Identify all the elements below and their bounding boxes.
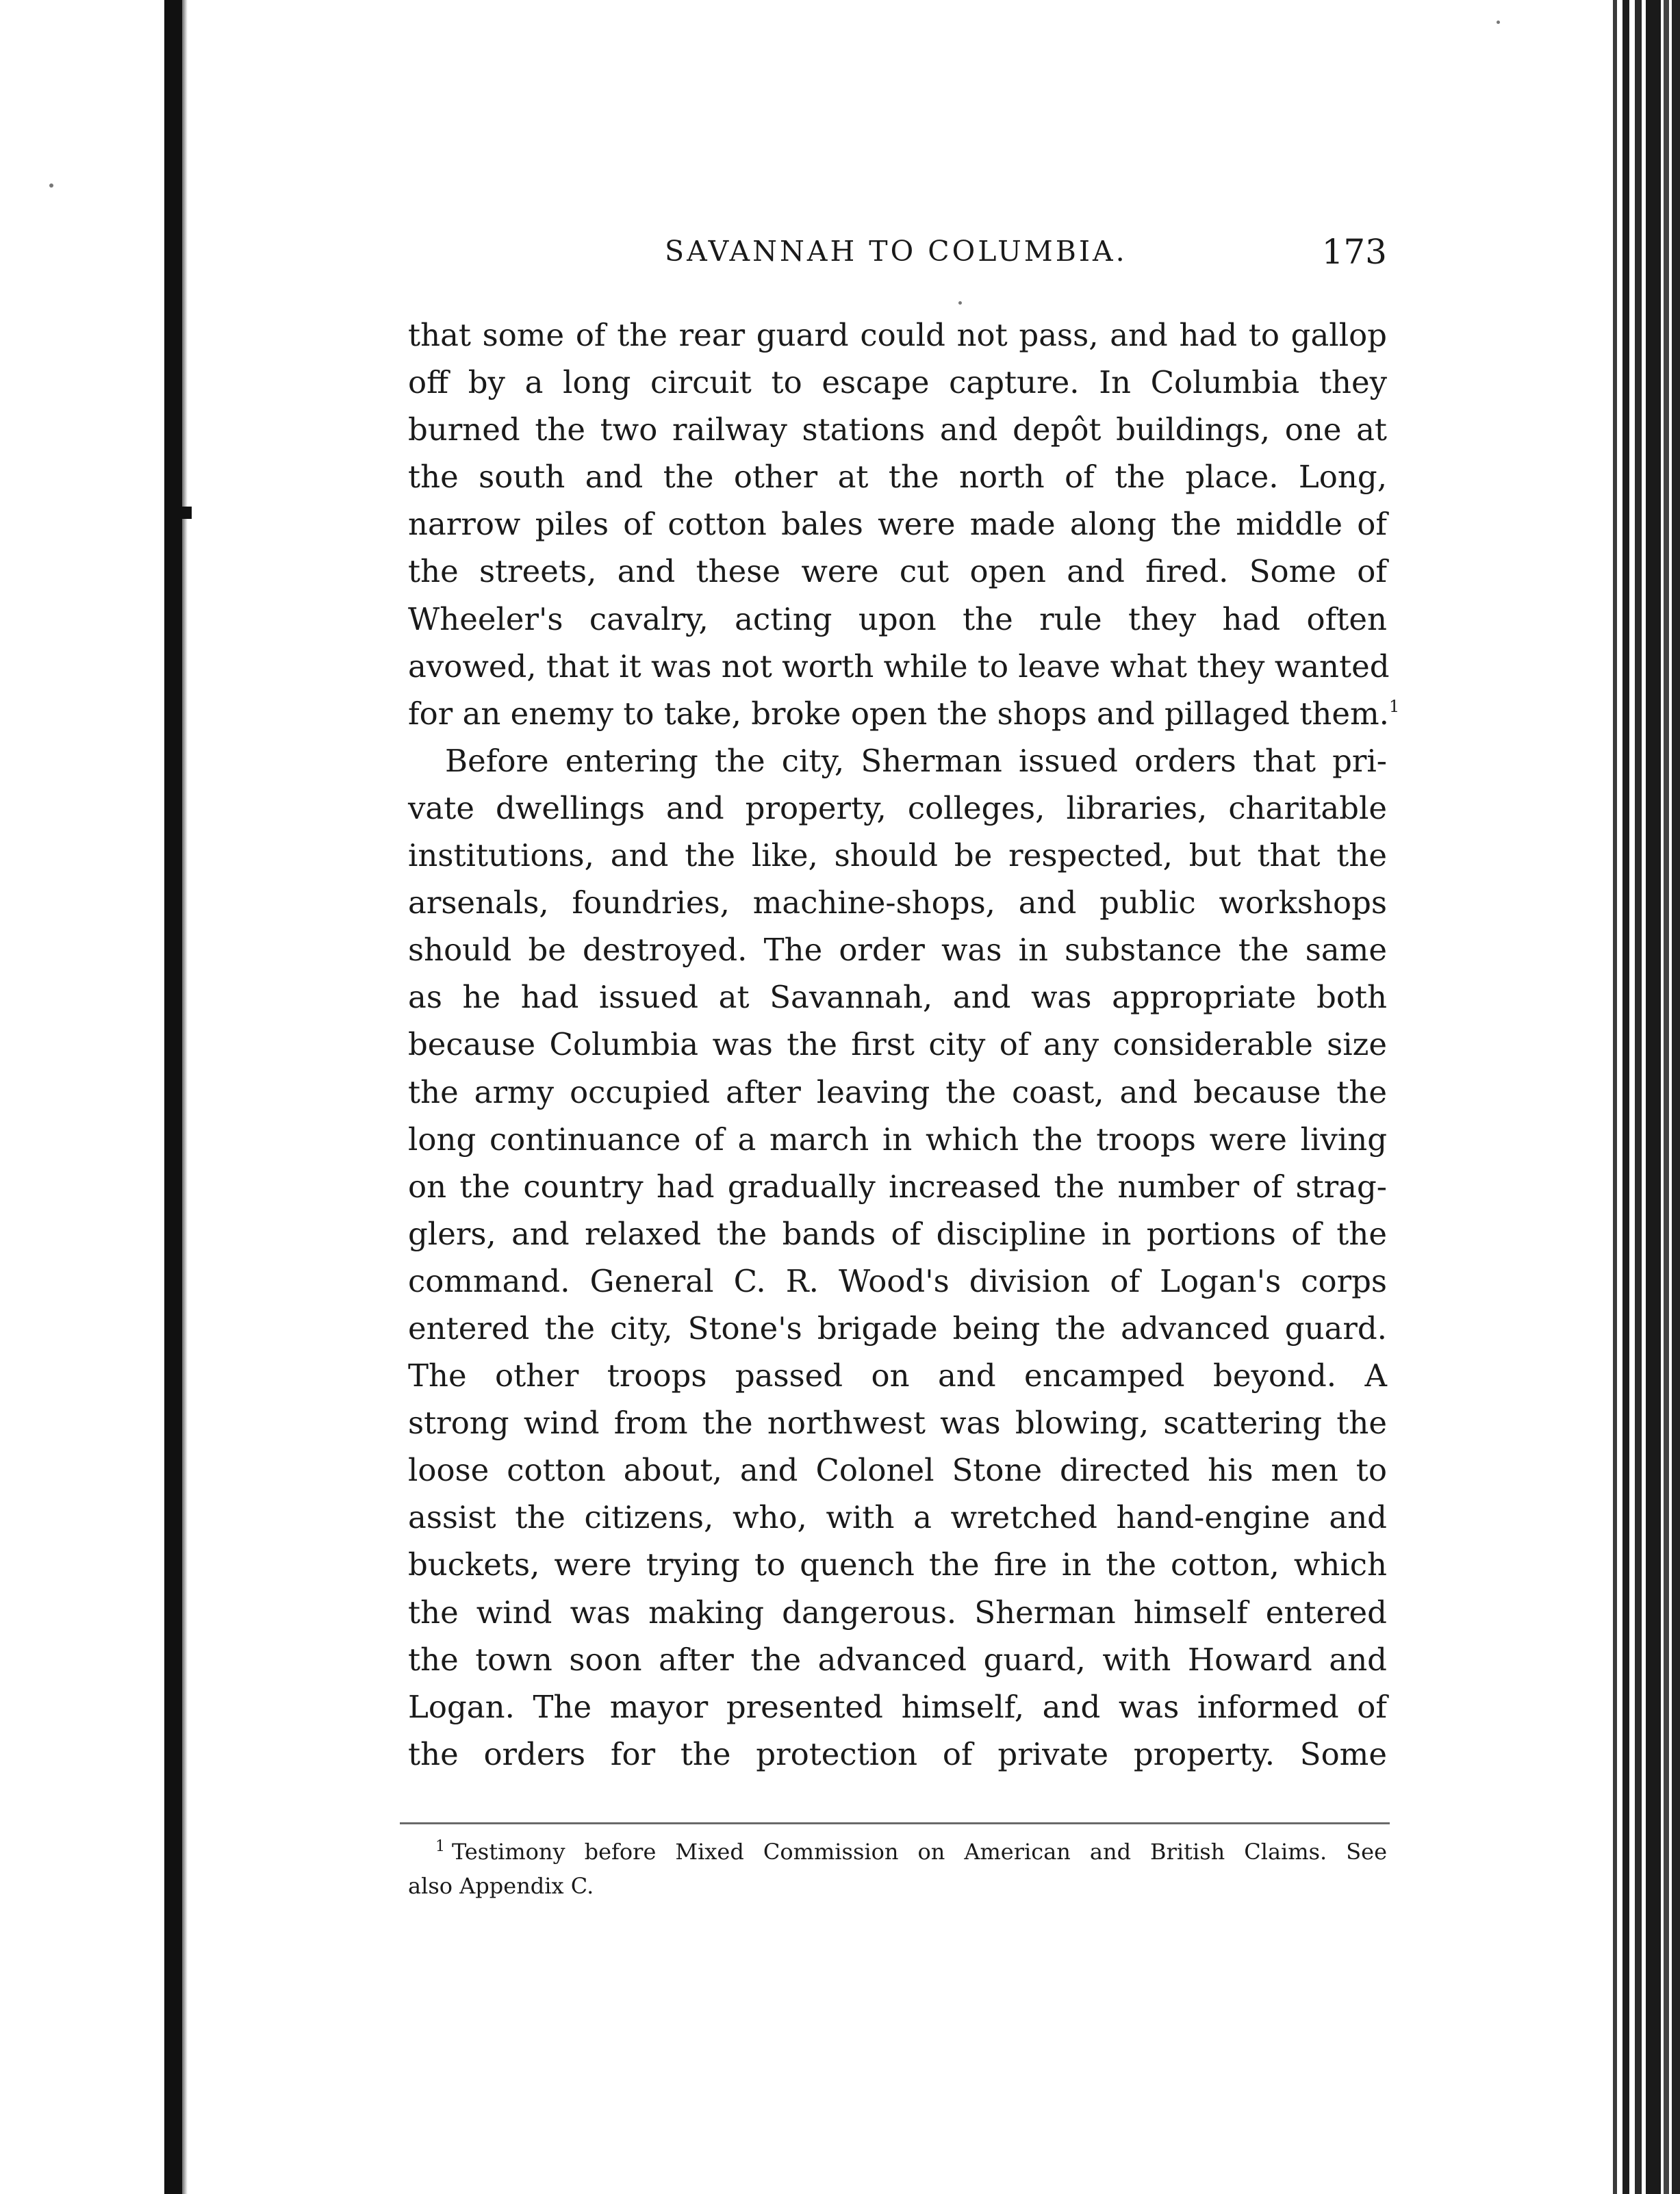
text-line: should be destroyed. The order was in substance the same [408,932,1387,969]
page-edge-right [1664,0,1669,2194]
text-line: on the country had gradually increased the number of strag- [408,1168,1387,1205]
text-line: the streets, and these were cut open and fired. Some of [408,553,1387,590]
text-line: vate dwellings and property, colleges, libraries, charitable [408,789,1387,826]
footnote-reference: 1 [1388,696,1400,716]
text-line: buckets, were trying to quench the fire in the cotton, which [408,1546,1387,1583]
text-line: narrow piles of cotton bales were made along the middle of [408,506,1387,543]
body-text [408,311,1400,1778]
scan-speck [1497,21,1500,24]
page-edge-right [1613,0,1617,2194]
binding-edge-left [164,0,182,2194]
footnote-marker: 1 [435,1838,445,1855]
page-edge-right [1646,0,1661,2194]
text-span: for an enemy to take, broke open the shops and pillaged them. [408,695,1389,732]
page-edge-right [1672,0,1680,2194]
text-line: because Columbia was the first city of any considerable size [408,1026,1387,1063]
text-line: arsenals, foundries, machine-shops, and public workshops [408,884,1387,921]
text-line: Wheeler's cavalry, acting upon the rule they had often [408,600,1387,637]
text-line: long continuance of a march in which the troops were living [408,1121,1387,1158]
footnote [408,1835,1387,1903]
text-line: the orders for the protection of private property. Some [408,1735,1387,1772]
text-line: Logan. The mayor presented himself, and was informed of [408,1688,1387,1725]
footnote-rule [400,1822,1390,1824]
text-line: that some of the rear guard could not pass, and had to gallop [408,317,1387,353]
text-line: assist the citizens, who, with a wretched hand-engine and [408,1499,1387,1536]
footnote-line: also Appendix C. [408,1873,594,1899]
page-number: 173 [1321,232,1387,272]
text-line-with-footnote [408,690,1400,737]
binding-shadow-left [182,0,188,2194]
text-line: The other troops passed on and encamped beyond. A [408,1357,1387,1394]
text-line: off by a long circuit to escape capture. In Columbia they [408,364,1387,401]
running-title: SAVANNAH TO COLUMBIA. [665,235,1128,268]
text-line: command. General C. R. Wood's division of Logan's corps [408,1262,1387,1299]
text-line: avowed, that it was not worth while to leave what they wanted [408,648,1390,685]
text-line: burned the two railway stations and depôt buildings, one at [408,411,1387,448]
binding-nick [182,507,192,519]
text-line: as he had issued at Savannah, and was appropriate both [408,979,1387,1016]
page-edge-right [1635,0,1642,2194]
text-line: loose cotton about, and Colonel Stone directed his men to [408,1452,1387,1489]
text-line: institutions, and the like, should be respected, but that the [408,837,1387,874]
scan-speck [49,183,53,188]
scan-speck [958,301,962,305]
text-line: the town soon after the advanced guard, with Howard and [408,1641,1387,1678]
text-line: entered the city, Stone's brigade being the advanced guard. [408,1310,1387,1347]
paragraph-start-line: Before entering the city, Sherman issued orders that pri- [445,742,1387,779]
text-line: glers, and relaxed the bands of discipline in portions of the [408,1215,1387,1252]
footnote-text: Testimony before Mixed Commission on American and British Claims. See [452,1839,1387,1865]
text-line: the south and the other at the north of the place. Long, [408,459,1387,496]
text-line: strong wind from the northwest was blowing, scattering the [408,1405,1387,1442]
text-line: the army occupied after leaving the coast, and because the [408,1073,1387,1110]
text-line: the wind was making dangerous. Sherman himself entered [408,1594,1387,1631]
page-edge-right [1622,0,1629,2194]
running-header [408,232,1387,273]
footnote-line [408,1835,1387,1869]
